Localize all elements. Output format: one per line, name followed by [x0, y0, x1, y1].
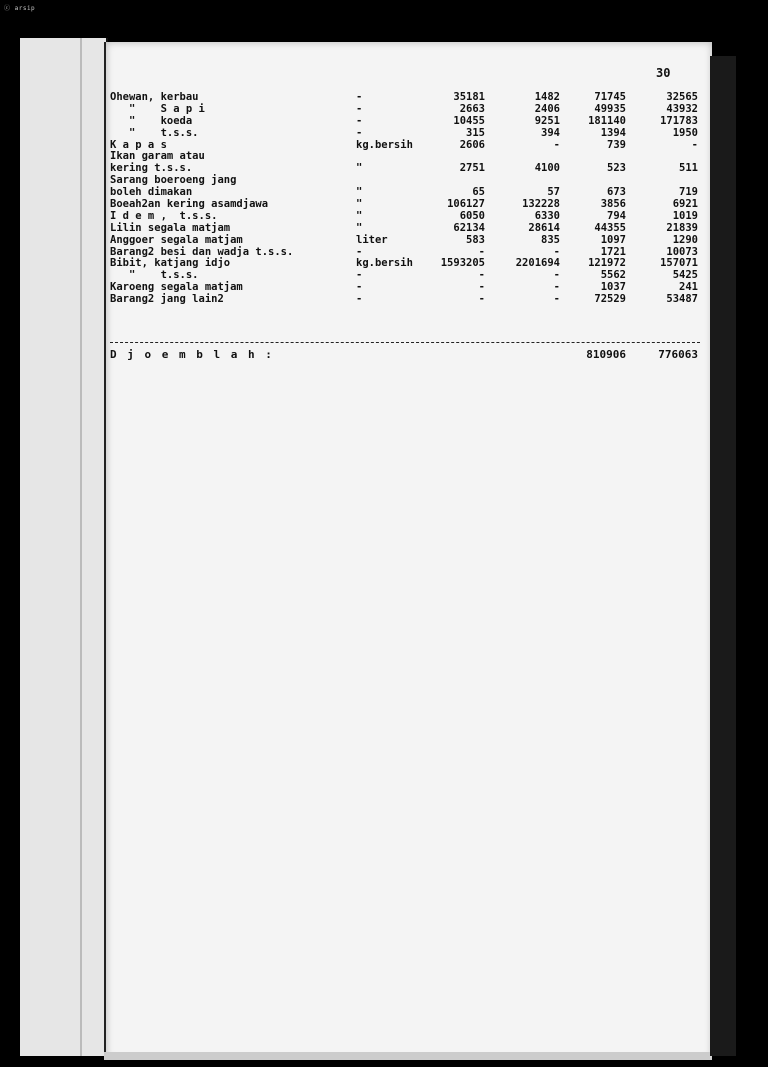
row-value-b: -	[553, 138, 560, 151]
row-value-d: 241	[679, 281, 698, 294]
row-label: Boeah2an kering asamdjawa	[110, 198, 269, 211]
row-value-b: 835	[541, 233, 560, 246]
row-value-d: 157071	[660, 257, 698, 270]
row-value-d: 32565	[666, 91, 698, 103]
row-label: Karoeng segala matjam	[110, 281, 243, 294]
row-unit: "	[356, 186, 363, 199]
row-value-c: 5562	[600, 269, 626, 282]
row-value-d: 719	[679, 186, 698, 199]
row-unit: "	[356, 209, 363, 222]
row-unit: -	[356, 269, 363, 282]
total-value-d: 776063	[658, 348, 698, 361]
page-number: 30	[656, 66, 671, 80]
row-value-c: 523	[607, 162, 626, 175]
row-value-b: -	[553, 269, 560, 282]
row-unit: "	[356, 198, 363, 211]
row-value-c: 49935	[594, 102, 626, 115]
row-unit: -	[356, 126, 363, 139]
total-row	[110, 348, 710, 361]
table-row	[110, 211, 710, 223]
row-value-c: 44355	[594, 221, 626, 234]
table-row	[110, 104, 710, 116]
row-value-b: 2201694	[515, 257, 560, 270]
row-label: " koeda	[110, 114, 193, 127]
row-value-d: 1290	[672, 233, 698, 246]
row-label: " t.s.s.	[110, 126, 199, 139]
row-value-b: -	[553, 281, 560, 294]
row-label: Lilin segala matjam	[110, 221, 231, 234]
row-value-c: 1394	[600, 126, 626, 139]
row-value-b: 57	[547, 186, 560, 199]
row-value-a: 106127	[447, 198, 485, 211]
row-unit: kg.bersih	[356, 257, 413, 270]
row-value-a: 10455	[453, 114, 485, 127]
row-value-b: 4100	[534, 162, 560, 175]
row-label: Anggoer segala matjam	[110, 233, 243, 246]
row-value-d: 1950	[672, 126, 698, 139]
row-unit: -	[356, 114, 363, 127]
row-label: boleh dimakan	[110, 186, 193, 199]
row-value-a: -	[478, 269, 485, 282]
row-value-b: 9251	[534, 114, 560, 127]
row-value-a: 583	[466, 233, 485, 246]
row-value-a: -	[478, 293, 485, 306]
row-value-b: 28614	[528, 221, 560, 234]
row-value-a: -	[478, 281, 485, 294]
row-value-c: 673	[607, 186, 626, 199]
row-unit: -	[356, 281, 363, 294]
row-value-d: 511	[679, 162, 698, 175]
table-row	[110, 128, 710, 140]
row-label: kering t.s.s.	[110, 162, 193, 175]
row-value-c: 72529	[594, 293, 626, 306]
row-value-c: 1097	[600, 233, 626, 246]
row-value-c: 739	[607, 138, 626, 151]
table-row	[110, 235, 710, 247]
row-value-b: 132228	[522, 198, 560, 211]
row-unit: kg.bersih	[356, 138, 413, 151]
row-value-b: 6330	[534, 209, 560, 222]
row-value-b: 2406	[534, 102, 560, 115]
row-value-c: 121972	[588, 257, 626, 270]
row-value-a: 1593205	[440, 257, 485, 270]
row-value-a: 2606	[459, 138, 485, 151]
archive-corner-mark: ⓒ arsip	[4, 5, 36, 12]
row-unit: liter	[356, 233, 388, 246]
row-label: Ikan garam atau	[110, 150, 205, 163]
table-row	[110, 223, 710, 235]
row-value-a: 6050	[459, 209, 485, 222]
page-bottom-edge	[104, 1052, 710, 1060]
row-value-d: 171783	[660, 114, 698, 127]
row-value-b: -	[553, 245, 560, 258]
row-value-c: 3856	[600, 198, 626, 211]
row-unit: -	[356, 293, 363, 306]
total-divider	[110, 342, 700, 343]
row-value-c: 1037	[600, 281, 626, 294]
row-value-a: -	[478, 245, 485, 258]
row-unit: "	[356, 221, 363, 234]
row-value-c: 1721	[600, 245, 626, 258]
row-value-a: 2663	[459, 102, 485, 115]
adjacent-page-strip	[20, 38, 108, 1056]
commodity-table	[110, 92, 710, 306]
row-unit: -	[356, 91, 363, 103]
row-label: I d e m , t.s.s.	[110, 209, 218, 222]
row-value-a: 2751	[459, 162, 485, 175]
row-value-d: 5425	[672, 269, 698, 282]
row-value-b: 1482	[534, 91, 560, 103]
row-value-d: 43932	[666, 102, 698, 115]
row-value-a: 62134	[453, 221, 485, 234]
row-unit: "	[356, 162, 363, 175]
total-label: D j o e m b l a h :	[110, 348, 274, 361]
row-unit: -	[356, 245, 363, 258]
row-value-b: -	[553, 293, 560, 306]
row-value-c: 794	[607, 209, 626, 222]
total-value-c: 810906	[586, 348, 626, 361]
row-value-b: 394	[541, 126, 560, 139]
row-label: " S a p i	[110, 102, 205, 115]
row-label: Sarang boeroeng jang	[110, 174, 237, 187]
row-value-d: 6921	[672, 198, 698, 211]
row-value-a: 35181	[453, 91, 485, 103]
row-label: Bibit, katjang idjo	[110, 257, 231, 270]
row-label: " t.s.s.	[110, 269, 199, 282]
table-row	[110, 294, 710, 306]
page-right-edge	[710, 56, 736, 1056]
row-label: K a p a s	[110, 138, 167, 151]
row-label: Ohewan, kerbau	[110, 91, 199, 103]
table-row	[110, 116, 710, 128]
row-value-d: 10073	[666, 245, 698, 258]
row-value-d: -	[691, 138, 698, 151]
row-value-c: 71745	[594, 91, 626, 103]
row-value-d: 53487	[666, 293, 698, 306]
row-unit: -	[356, 102, 363, 115]
row-value-a: 315	[466, 126, 485, 139]
row-value-c: 181140	[588, 114, 626, 127]
row-label: Barang2 besi dan wadja t.s.s.	[110, 245, 294, 258]
row-value-a: 65	[472, 186, 485, 199]
row-value-d: 21839	[666, 221, 698, 234]
row-label: Barang2 jang lain2	[110, 293, 224, 306]
row-value-d: 1019	[672, 209, 698, 222]
